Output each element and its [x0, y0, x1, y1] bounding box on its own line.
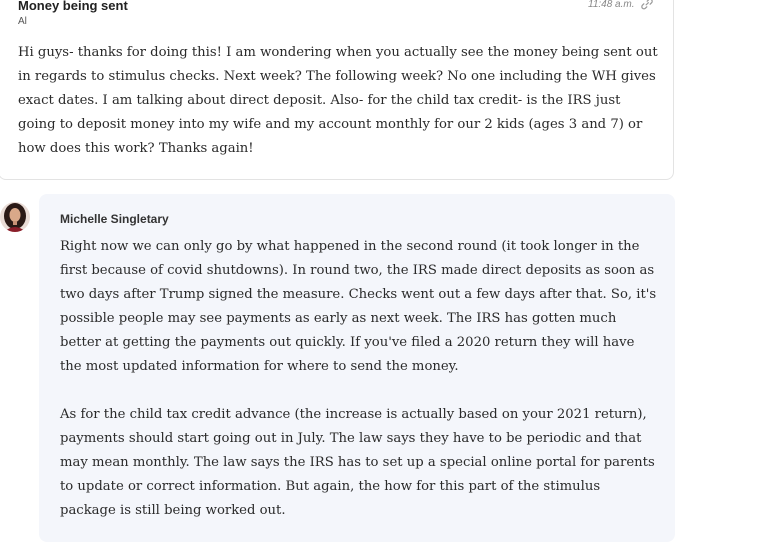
- answer-body: [60, 235, 660, 523]
- answer-paragraph: Right now we can only go by what happened in the second round (it took longer in the first because of covid shutdowns). In round two, the IRS made direct deposits as soon as two days after Trump signed the measure. Checks went out a few days after that. So, it's possible people may see payments as early as next week. The IRS has gotten much better at getting the payments out quickly. If you've filed a 2020 return they will have the most updated information for where to send the money.: [60, 239, 657, 374]
- question-timestamp: 11:48 a.m.: [588, 0, 635, 10]
- answer-card: [39, 194, 675, 542]
- answer-paragraph: As for the child tax credit advance (the increase is actually based on your 2021 return), payments should start going out in July. The law says they have to be periodic and that may mean monthly. The law says the IRS has to set up a special online portal for parents to update or correct information. But again, the how for this part of the stimulus package is still being worked out.: [60, 407, 655, 518]
- question-body: Hi guys- thanks for doing this! I am wondering when you actually see the money being sent out in regards to stimulus checks. Next week? The following week? No one including the WH gives exact dates. I am talking about direct deposit. Also- for the child tax credit- is the IRS just going to deposit money into my wife and my account monthly for our 2 kids (ages 3 and 7) or how does this work? Thanks again!: [18, 45, 658, 156]
- question-author: Al: [18, 16, 27, 27]
- author-avatar: [0, 202, 30, 232]
- link-icon[interactable]: [640, 0, 654, 11]
- question-title: Money being sent: [18, 0, 128, 13]
- answer-author: Michelle Singletary: [60, 212, 169, 226]
